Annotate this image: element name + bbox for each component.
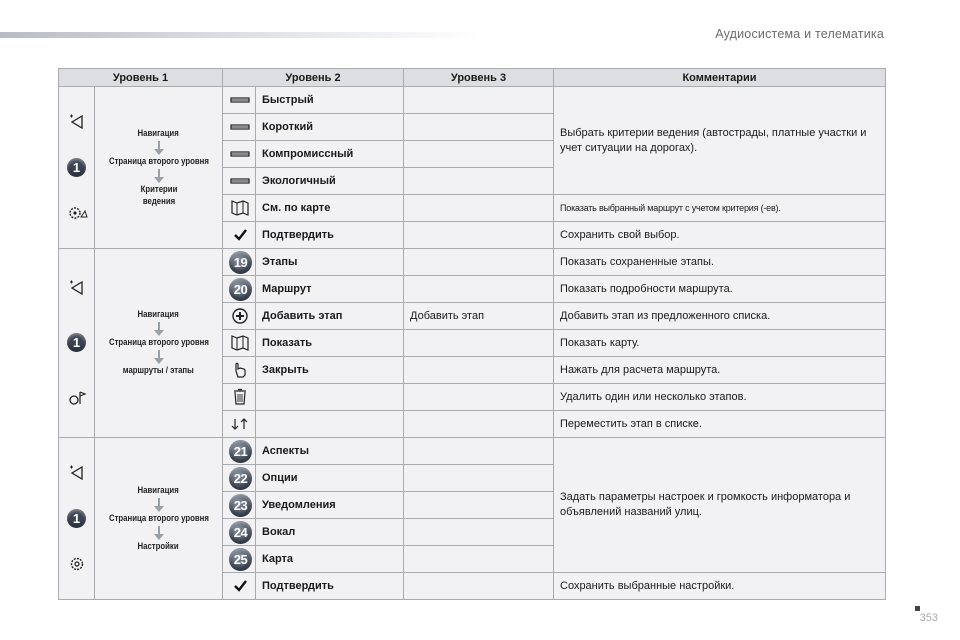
level3-cell [404, 330, 554, 357]
level2-label[interactable]: Подтвердить [256, 222, 404, 249]
arrow-down-icon [153, 498, 165, 512]
level3-cell [404, 438, 554, 465]
comment-cell: Показать подробности маршрута. [554, 276, 886, 303]
nav-secondary-label: Страница второго уровня [108, 155, 209, 167]
add-stage-icon [229, 307, 251, 325]
comment-cell: Выбрать критерии ведения (автострады, платные участки и учет ситуации на дорогах). [554, 87, 886, 195]
comment-cell: Задать параметры настроек и громкость информатора и объявлений названий улиц. [554, 438, 886, 573]
level3-cell [404, 357, 554, 384]
nav-path-cell [95, 87, 223, 249]
comment-cell: Показать сохраненные этапы. [554, 249, 886, 276]
fastest-route-icon [229, 91, 251, 109]
level2-icon-cell [223, 87, 256, 114]
comment-cell: Переместить этап в списке. [554, 411, 886, 438]
nav-path-cell [95, 438, 223, 600]
route-stages-icon [66, 389, 88, 407]
level2-label[interactable]: Карта [256, 546, 404, 573]
route-settings-icon [66, 204, 88, 222]
settings-icon [66, 555, 88, 573]
level1-cell [59, 249, 95, 438]
level1-cell [59, 87, 95, 249]
level3-cell [404, 141, 554, 168]
table-header [59, 69, 886, 87]
navigation-icon [66, 113, 88, 131]
level3-cell [404, 384, 554, 411]
nav-target-label: маршруты / этапы [122, 365, 194, 376]
level3-cell[interactable]: Добавить этап [404, 303, 554, 330]
nav-target-label: Настройки [137, 540, 180, 552]
level2-label[interactable]: Вокал [256, 519, 404, 546]
level3-cell [404, 168, 554, 195]
check-icon [229, 577, 251, 595]
comment-cell: Нажать для расчета маршрута. [554, 357, 886, 384]
route-badge: 20 [229, 278, 252, 301]
level3-cell [404, 87, 554, 114]
level2-label[interactable]: Подтвердить [256, 573, 404, 600]
nav-level-label: Навигация [137, 484, 180, 496]
trash-icon [229, 388, 251, 406]
stages-badge: 19 [229, 251, 252, 274]
map-icon [229, 334, 251, 352]
col-level2: Уровень 2 [223, 69, 404, 87]
level2-label[interactable]: См. по карте [256, 195, 404, 222]
level3-cell [404, 465, 554, 492]
nav-level-label: Навигация [137, 127, 180, 139]
table-row [59, 249, 886, 276]
level2-label[interactable] [256, 384, 404, 411]
level1-badge: 1 [67, 333, 86, 352]
level3-cell [404, 546, 554, 573]
table-row [59, 87, 886, 114]
comment-cell: Удалить один или несколько этапов. [554, 384, 886, 411]
level3-cell [404, 411, 554, 438]
level2-label[interactable]: Этапы [256, 249, 404, 276]
nav-target-label: Критерии ведения [140, 183, 177, 207]
nav-secondary-label: Страница второго уровня [108, 337, 209, 348]
arrow-down-icon [153, 526, 165, 540]
move-icon [229, 415, 251, 433]
top-decor-bar [0, 32, 480, 38]
section-title: Аудиосистема и телематика [715, 27, 884, 41]
arrow-down-icon [153, 169, 165, 183]
level3-cell [404, 114, 554, 141]
comment-cell: Сохранить выбранные настройки. [554, 573, 886, 600]
compromise-route-icon [229, 145, 251, 163]
level2-label[interactable]: Компромиссный [256, 141, 404, 168]
table-row [59, 438, 886, 465]
page-marker [915, 606, 920, 611]
level3-cell [404, 276, 554, 303]
eco-route-icon [229, 172, 251, 190]
level2-label[interactable]: Экологичный [256, 168, 404, 195]
comment-cell: Сохранить свой выбор. [554, 222, 886, 249]
level2-label[interactable]: Опции [256, 465, 404, 492]
page-number: 353 [919, 612, 938, 624]
voice-badge: 24 [229, 521, 252, 544]
level2-label[interactable] [256, 411, 404, 438]
check-icon [229, 226, 251, 244]
level2-label[interactable]: Показать [256, 330, 404, 357]
col-comments: Комментарии [554, 69, 886, 87]
col-level1: Уровень 1 [59, 69, 223, 87]
nav-level-label: Навигация [137, 309, 180, 320]
map-icon [229, 199, 251, 217]
level2-label[interactable]: Маршрут [256, 276, 404, 303]
level3-cell [404, 573, 554, 600]
level2-label[interactable]: Уведомления [256, 492, 404, 519]
notifications-badge: 23 [229, 494, 252, 517]
level1-badge: 1 [67, 158, 86, 177]
arrow-down-icon [153, 322, 165, 336]
arrow-down-icon [153, 141, 165, 155]
level2-label[interactable]: Короткий [256, 114, 404, 141]
level2-label[interactable]: Быстрый [256, 87, 404, 114]
nav-path-cell [95, 249, 223, 438]
level2-label[interactable]: Закрыть [256, 357, 404, 384]
nav-secondary-label: Страница второго уровня [108, 512, 209, 524]
options-badge: 22 [229, 467, 252, 490]
level3-cell [404, 195, 554, 222]
menu-table [58, 68, 886, 600]
comment-cell: Показать выбранный маршрут с учетом критерия (-ев). [554, 195, 886, 222]
level3-cell [404, 492, 554, 519]
comment-cell: Показать карту. [554, 330, 886, 357]
level3-cell [404, 519, 554, 546]
arrow-down-icon [153, 350, 165, 364]
level2-label[interactable]: Аспекты [256, 438, 404, 465]
level1-cell [59, 438, 95, 600]
navigation-icon [66, 279, 88, 297]
aspects-badge: 21 [229, 440, 252, 463]
level2-label[interactable]: Добавить этап [256, 303, 404, 330]
hand-icon [229, 361, 251, 379]
comment-cell: Добавить этап из предложенного списка. [554, 303, 886, 330]
shortest-route-icon [229, 118, 251, 136]
level3-cell [404, 222, 554, 249]
col-level3: Уровень 3 [404, 69, 554, 87]
level1-badge: 1 [67, 509, 86, 528]
map-badge: 25 [229, 548, 252, 571]
navigation-icon [66, 464, 88, 482]
level3-cell [404, 249, 554, 276]
